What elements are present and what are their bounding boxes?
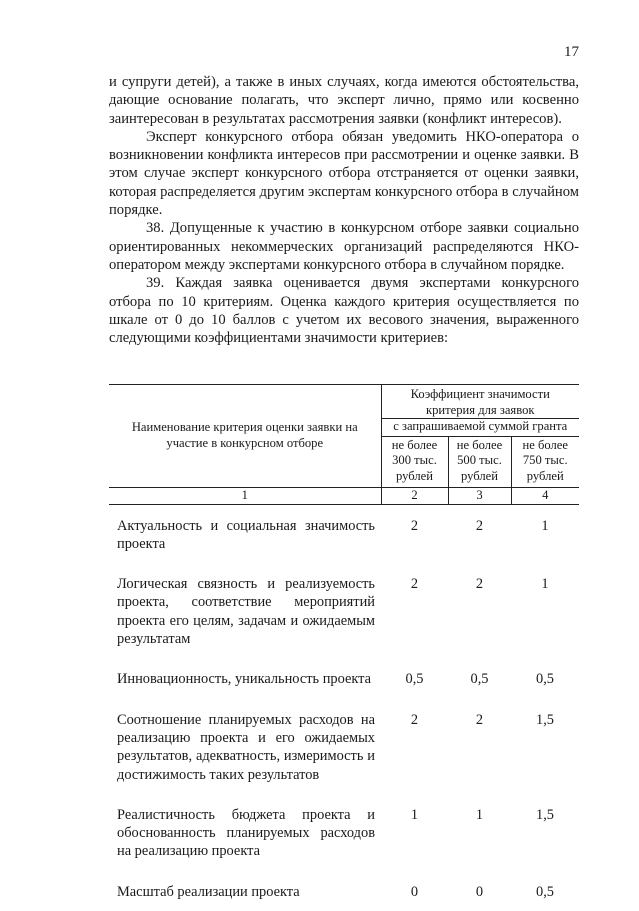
coefficient-value: 1	[410, 806, 419, 823]
header-line: 750 тыс.	[522, 453, 568, 468]
coefficient-value: 2	[410, 711, 419, 728]
coefficient-value: 0	[410, 883, 419, 900]
column-number: 1	[109, 487, 381, 504]
table-row	[109, 658, 579, 698]
header-line: не более	[456, 437, 503, 452]
criterion-name: Масштаб реализации проекта	[117, 883, 300, 900]
column-number: 3	[448, 487, 511, 504]
paragraph-conflict-notice: Эксперт конкурсного отбора обязан уведомить НКО-оператора о возникновении конфликта интересов при рассмотрении и оценке заявки. В этом случае эксперт конкурсного отбора отстраняется от оценки заявки, которая распределяется другим экспертам конкурсного отбора в случайном порядке.	[109, 128, 579, 219]
header-line: 300 тыс.	[392, 453, 437, 468]
paragraph-39: 39. Каждая заявка оценивается двумя экспертами конкурсного отбора по 10 критериям. Оценка каждого критерия осуществляется по шкале от 0 до 10 баллов с учетом их весового значения, выраженного следующими коэффициентами значимости критериев:	[109, 275, 579, 347]
coefficient-value: 0,5	[536, 883, 554, 900]
criterion-name: Реалистичность бюджета проекта и обоснованность планируемых расходов на реализацию проекта	[117, 806, 375, 860]
coefficient-value: 2	[410, 576, 419, 593]
header-line: не более	[391, 437, 438, 452]
table-row	[109, 699, 579, 794]
page-number: 17	[564, 44, 579, 60]
grant-500k-header	[448, 436, 511, 487]
table-row	[109, 504, 579, 563]
coefficient-header-line: Коэффициент значимости	[410, 387, 550, 401]
coefficient-header	[381, 385, 579, 437]
coefficient-value: 1	[541, 517, 549, 534]
header-line: не более	[522, 437, 568, 452]
table-row	[109, 563, 579, 658]
body-text	[109, 73, 579, 347]
coefficient-header-line: с запрашиваемой суммой гранта	[382, 418, 580, 435]
column-number: 4	[511, 487, 579, 504]
grant-300k-header	[381, 436, 448, 487]
coefficient-value: 1	[541, 576, 549, 593]
coefficient-value: 2	[475, 576, 484, 593]
criterion-name-header: Наименование критерия оценки заявки на участие в конкурсном отборе	[109, 385, 381, 488]
paragraph-continuation: и супруги детей), а также в иных случаях, когда имеются обстоятельства, дающие основание полагать, что эксперт лично, прямо или косвенно заинтересован в результатах рассмотрения заявки (конфликт интересов).	[109, 74, 579, 127]
column-number-row	[109, 487, 579, 504]
coefficient-value: 1	[475, 806, 484, 823]
criterion-name: Инновационность, уникальность проекта	[117, 671, 372, 688]
coefficient-value: 1,5	[536, 806, 554, 823]
coefficient-value: 1,5	[536, 711, 554, 728]
coefficient-value: 0,5	[470, 671, 489, 688]
header-line: рублей	[396, 468, 433, 483]
column-number: 2	[381, 487, 448, 504]
coefficient-value: 2	[410, 517, 419, 534]
header-line: рублей	[461, 468, 498, 483]
table-row	[109, 794, 579, 871]
header-line: 500 тыс.	[457, 453, 502, 468]
header-line: рублей	[526, 468, 564, 483]
coefficient-header-line: критерия для заявок	[426, 402, 535, 417]
coefficient-value: 0	[475, 883, 484, 900]
coefficient-value: 0,5	[405, 671, 424, 688]
paragraph-38: 38. Допущенные к участию в конкурсном отборе заявки социально ориентированных некоммерческих организаций распределяются НКО-оператором между экспертами конкурсного отбора в случайном порядке.	[109, 220, 579, 273]
coefficient-value: 0,5	[536, 671, 554, 688]
criterion-name: Логическая связность и реализуемость проекта, соответствие мероприятий проекта его целям, задачам и ожидаемым результатам	[117, 576, 375, 648]
criterion-name: Актуальность и социальная значимость проекта	[117, 517, 375, 552]
grant-750k-header	[511, 436, 579, 487]
criteria-table	[109, 384, 579, 911]
coefficient-value: 2	[475, 711, 484, 728]
coefficient-value: 2	[475, 517, 484, 534]
criterion-name: Соотношение планируемых расходов на реализацию проекта и его ожидаемых результатов, адекватность, измеримость и достижимость таких результатов	[117, 711, 375, 783]
